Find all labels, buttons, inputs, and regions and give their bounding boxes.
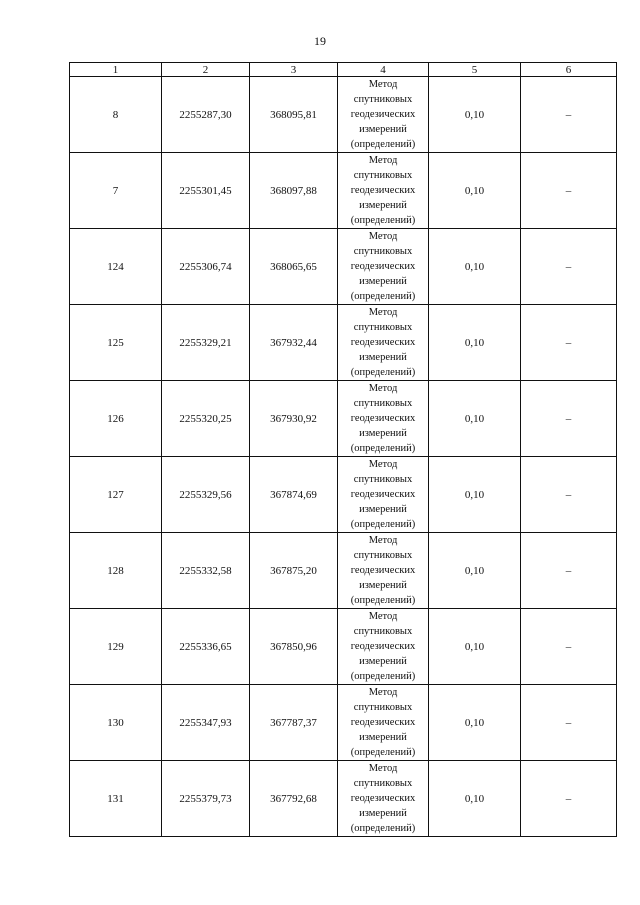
method-cell: [338, 381, 429, 457]
point-number-cell: 130: [70, 685, 162, 761]
table-row: [70, 685, 617, 761]
accuracy-cell: 0,10: [429, 761, 521, 837]
column-header-4: 4: [338, 63, 429, 77]
method-line: Метод: [368, 231, 398, 242]
y-coordinate-cell: 367787,37: [250, 685, 338, 761]
method-line: геодезических: [350, 717, 416, 728]
method-line: (определений): [350, 443, 416, 454]
method-line: Метод: [368, 307, 398, 318]
method-line: спутниковых: [353, 626, 413, 637]
x-coordinate-cell: 2255329,21: [162, 305, 250, 381]
method-line: измерений: [359, 276, 407, 287]
column-header-6: 6: [521, 63, 617, 77]
y-coordinate-cell: 368095,81: [250, 77, 338, 153]
y-coordinate-cell: 367875,20: [250, 533, 338, 609]
method-line: (определений): [350, 519, 416, 530]
method-cell: [338, 685, 429, 761]
method-line: спутниковых: [353, 246, 413, 257]
accuracy-cell: 0,10: [429, 457, 521, 533]
method-line: измерений: [359, 732, 407, 743]
method-line: спутниковых: [353, 398, 413, 409]
x-coordinate-cell: 2255320,25: [162, 381, 250, 457]
column-header-2: 2: [162, 63, 250, 77]
accuracy-cell: 0,10: [429, 305, 521, 381]
method-line: измерений: [359, 580, 407, 591]
point-number-cell: 125: [70, 305, 162, 381]
note-cell: –: [521, 77, 617, 153]
point-number-cell: 126: [70, 381, 162, 457]
method-line: Метод: [368, 687, 398, 698]
method-cell: [338, 153, 429, 229]
method-line: Метод: [368, 383, 398, 394]
method-line: геодезических: [350, 565, 416, 576]
method-line: спутниковых: [353, 702, 413, 713]
method-cell: [338, 305, 429, 381]
note-cell: –: [521, 609, 617, 685]
table-body: [70, 77, 617, 837]
table-header: [70, 63, 617, 77]
method-line: Метод: [368, 79, 398, 90]
y-coordinate-cell: 368097,88: [250, 153, 338, 229]
note-cell: –: [521, 457, 617, 533]
method-line: геодезических: [350, 337, 416, 348]
method-line: (определений): [350, 139, 416, 150]
method-line: геодезических: [350, 261, 416, 272]
x-coordinate-cell: 2255347,93: [162, 685, 250, 761]
note-cell: –: [521, 761, 617, 837]
y-coordinate-cell: 368065,65: [250, 229, 338, 305]
note-cell: –: [521, 305, 617, 381]
method-line: геодезических: [350, 641, 416, 652]
x-coordinate-cell: 2255306,74: [162, 229, 250, 305]
method-line: измерений: [359, 808, 407, 819]
accuracy-cell: 0,10: [429, 229, 521, 305]
accuracy-cell: 0,10: [429, 381, 521, 457]
x-coordinate-cell: 2255287,30: [162, 77, 250, 153]
y-coordinate-cell: 367930,92: [250, 381, 338, 457]
method-line: спутниковых: [353, 322, 413, 333]
method-line: измерений: [359, 124, 407, 135]
table-row: [70, 77, 617, 153]
method-line: (определений): [350, 215, 416, 226]
method-line: геодезических: [350, 185, 416, 196]
note-cell: –: [521, 381, 617, 457]
point-number-cell: 129: [70, 609, 162, 685]
method-line: измерений: [359, 200, 407, 211]
accuracy-cell: 0,10: [429, 77, 521, 153]
method-line: (определений): [350, 747, 416, 758]
method-line: геодезических: [350, 413, 416, 424]
method-line: (определений): [350, 595, 416, 606]
note-cell: –: [521, 229, 617, 305]
method-line: измерений: [359, 504, 407, 515]
method-line: Метод: [368, 459, 398, 470]
table-row: [70, 533, 617, 609]
table-row: [70, 229, 617, 305]
method-line: Метод: [368, 763, 398, 774]
point-number-cell: 8: [70, 77, 162, 153]
table-row: [70, 381, 617, 457]
y-coordinate-cell: 367932,44: [250, 305, 338, 381]
y-coordinate-cell: 367874,69: [250, 457, 338, 533]
method-line: Метод: [368, 611, 398, 622]
table-row: [70, 153, 617, 229]
method-line: (определений): [350, 671, 416, 682]
method-cell: [338, 609, 429, 685]
coordinates-table: [69, 62, 617, 837]
column-header-1: 1: [70, 63, 162, 77]
page-number: 19: [314, 34, 326, 48]
x-coordinate-cell: 2255332,58: [162, 533, 250, 609]
table-row: [70, 609, 617, 685]
y-coordinate-cell: 367850,96: [250, 609, 338, 685]
note-cell: –: [521, 153, 617, 229]
method-cell: [338, 761, 429, 837]
y-coordinate-cell: 367792,68: [250, 761, 338, 837]
table-row: [70, 305, 617, 381]
x-coordinate-cell: 2255301,45: [162, 153, 250, 229]
method-cell: [338, 229, 429, 305]
point-number-cell: 131: [70, 761, 162, 837]
accuracy-cell: 0,10: [429, 685, 521, 761]
method-line: спутниковых: [353, 550, 413, 561]
method-line: (определений): [350, 291, 416, 302]
column-header-5: 5: [429, 63, 521, 77]
method-line: измерений: [359, 656, 407, 667]
method-line: спутниковых: [353, 94, 413, 105]
method-line: Метод: [368, 535, 398, 546]
method-line: измерений: [359, 352, 407, 363]
x-coordinate-cell: 2255336,65: [162, 609, 250, 685]
note-cell: –: [521, 685, 617, 761]
point-number-cell: 7: [70, 153, 162, 229]
method-line: спутниковых: [353, 474, 413, 485]
method-line: спутниковых: [353, 170, 413, 181]
x-coordinate-cell: 2255379,73: [162, 761, 250, 837]
method-line: измерений: [359, 428, 407, 439]
x-coordinate-cell: 2255329,56: [162, 457, 250, 533]
table-row: [70, 457, 617, 533]
method-line: геодезических: [350, 489, 416, 500]
accuracy-cell: 0,10: [429, 533, 521, 609]
accuracy-cell: 0,10: [429, 153, 521, 229]
method-line: Метод: [368, 155, 398, 166]
accuracy-cell: 0,10: [429, 609, 521, 685]
table-row: [70, 761, 617, 837]
column-header-3: 3: [250, 63, 338, 77]
note-cell: –: [521, 533, 617, 609]
method-line: спутниковых: [353, 778, 413, 789]
header-row: [70, 63, 617, 77]
method-cell: [338, 533, 429, 609]
method-line: (определений): [350, 823, 416, 834]
point-number-cell: 128: [70, 533, 162, 609]
point-number-cell: 127: [70, 457, 162, 533]
method-line: геодезических: [350, 109, 416, 120]
method-line: геодезических: [350, 793, 416, 804]
method-cell: [338, 457, 429, 533]
method-line: (определений): [350, 367, 416, 378]
point-number-cell: 124: [70, 229, 162, 305]
method-cell: [338, 77, 429, 153]
